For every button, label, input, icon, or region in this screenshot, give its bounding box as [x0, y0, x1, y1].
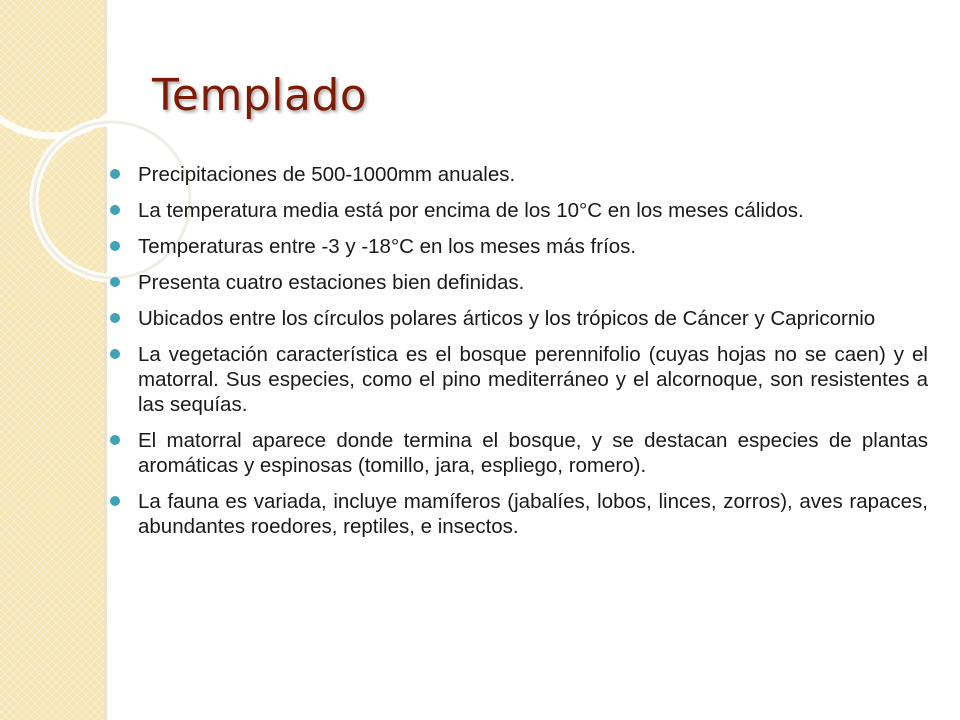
bullet-text: La fauna es variada, incluye mamíferos (jabalíes, lobos, linces, zorros), aves rapaces, abundantes roedores, reptiles, e insectos.: [138, 490, 928, 538]
list-item: [108, 342, 928, 417]
list-item: [108, 489, 928, 539]
list-item: [108, 306, 928, 331]
bullet-text: El matorral aparece donde termina el bosque, y se destacan especies de plantas aromáticas y espinosas (tomillo, jara, espliego, romero).: [138, 429, 928, 477]
bullet-text: La vegetación característica es el bosque perennifolio (cuyas hojas no se caen) y el matorral. Sus especies, como el pino mediterráneo y el alcornoque, son resistentes a las sequías.: [138, 343, 928, 416]
list-item: [108, 428, 928, 478]
bullet-icon: [110, 496, 120, 506]
slide-title: Templado: [152, 70, 368, 121]
list-item: [108, 270, 928, 295]
list-item: [108, 198, 928, 223]
list-item: [108, 234, 928, 259]
bullet-icon: [110, 241, 120, 251]
bullet-text: Ubicados entre los círculos polares árticos y los trópicos de Cáncer y Capricornio: [138, 307, 876, 330]
bullet-icon: [110, 169, 120, 179]
bullet-text: Presenta cuatro estaciones bien definidas.: [138, 271, 525, 294]
bullet-icon: [110, 435, 120, 445]
bullet-icon: [110, 349, 120, 359]
bullet-text: Precipitaciones de 500-1000mm anuales.: [138, 163, 516, 186]
bullet-list: [108, 162, 928, 550]
list-item: [108, 162, 928, 187]
bullet-text: La temperatura media está por encima de los 10°C en los meses cálidos.: [138, 199, 804, 222]
bullet-text: Temperaturas entre -3 y -18°C en los meses más fríos.: [138, 235, 637, 258]
bullet-icon: [110, 205, 120, 215]
bullet-icon: [110, 277, 120, 287]
bullet-icon: [110, 313, 120, 323]
